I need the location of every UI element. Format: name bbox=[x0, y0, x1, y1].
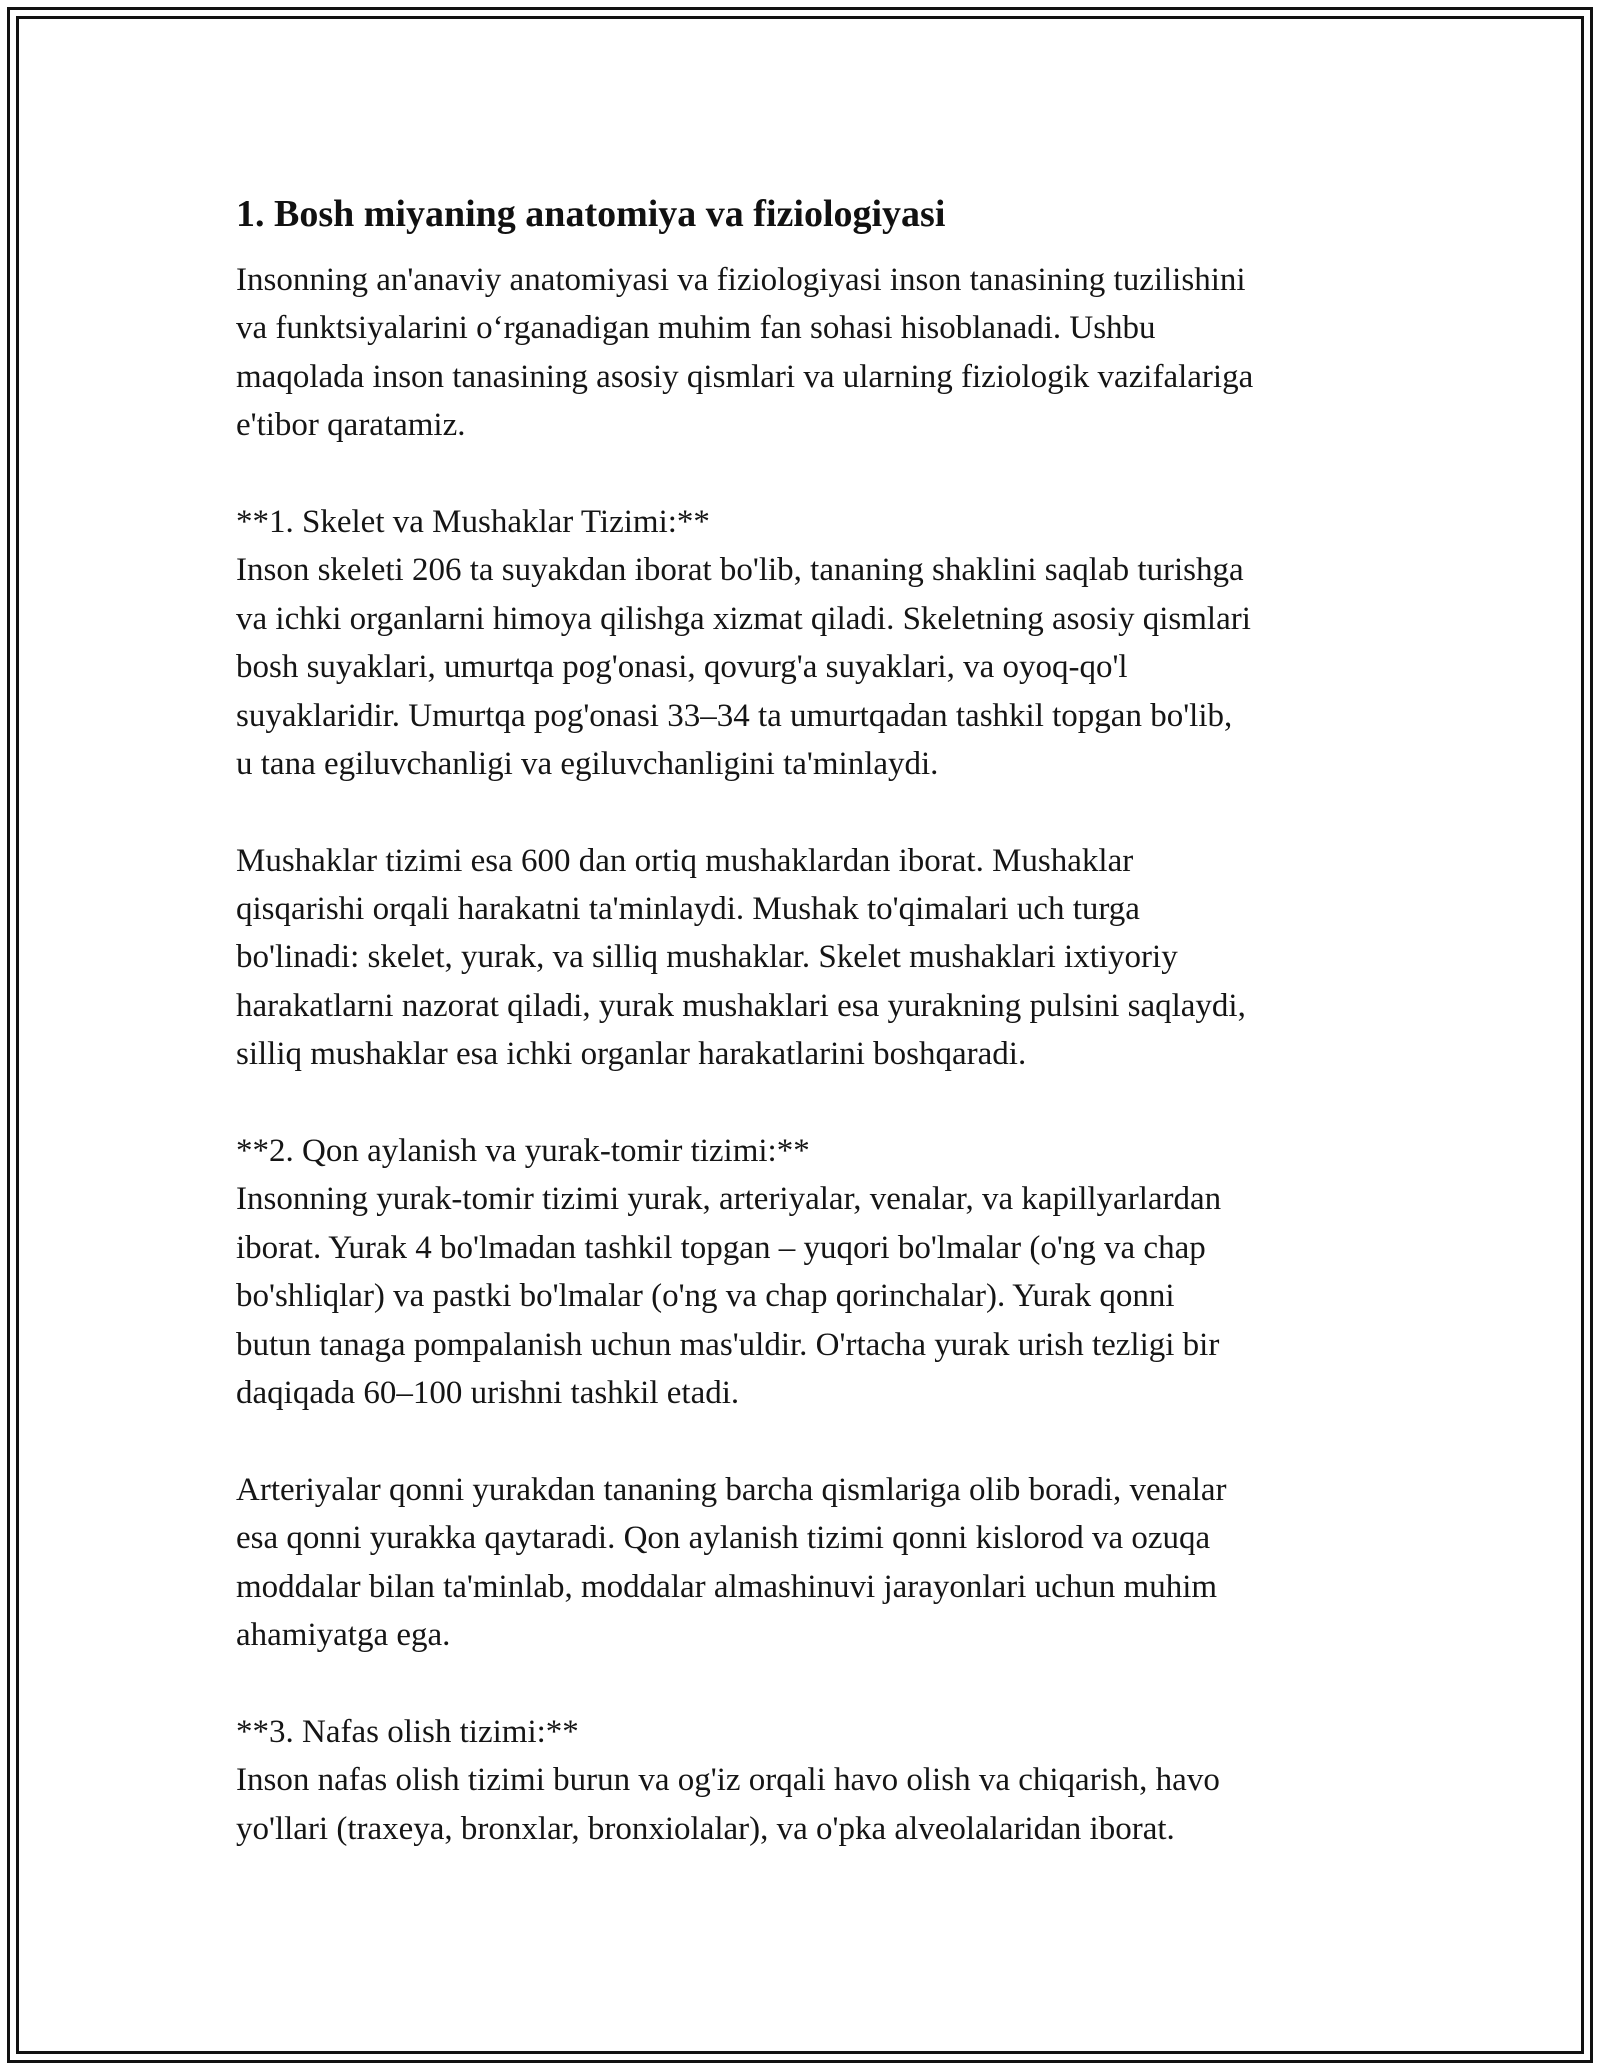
text-line: Inson skeleti 206 ta suyakdan iborat bo'lib, tananing shaklini saqlab turishga bbox=[236, 552, 1244, 589]
text-line: va ichki organlarni himoya qilishga xizmat qiladi. Skeletning asosiy qismlari bbox=[236, 600, 1251, 637]
text-line: iborat. Yurak 4 bo'lmadan tashkil topgan – yuqori bo'lmalar (o'ng va chap bbox=[236, 1229, 1206, 1266]
text-line: moddalar bilan ta'minlab, moddalar almashinuvi jarayonlari uchun muhim bbox=[236, 1568, 1218, 1605]
text-line: va funktsiyalarini o‘rganadigan muhim fan sohasi hisoblanadi. Ushbu bbox=[236, 310, 1156, 347]
text-line: ahamiyatga ega. bbox=[236, 1616, 451, 1653]
blank-line bbox=[236, 1417, 1376, 1465]
text-line: bo'shliqlar) va pastki bo'lmalar (o'ng va chap qorinchalar). Yurak qonni bbox=[236, 1278, 1175, 1315]
blank-line bbox=[236, 788, 1376, 836]
text-line: u tana egiluvchanligi va egiluvchanligini ta'minlaydi. bbox=[236, 745, 939, 782]
text-line: **3. Nafas olish tizimi:** bbox=[236, 1713, 579, 1750]
text-line: **1. Skelet va Mushaklar Tizimi:** bbox=[236, 503, 710, 540]
document-body bbox=[236, 186, 1376, 1853]
blank-line bbox=[236, 1079, 1376, 1127]
text-line: harakatlarni nazorat qiladi, yurak mushaklari esa yurakning pulsini saqlaydi, bbox=[236, 987, 1246, 1024]
text-line: Mushaklar tizimi esa 600 dan ortiq mushaklardan iborat. Mushaklar bbox=[236, 842, 1134, 879]
document-text bbox=[236, 256, 1376, 1853]
text-line: bo'linadi: skelet, yurak, va silliq mushaklar. Skelet mushaklari ixtiyoriy bbox=[236, 939, 1178, 976]
text-line: Insonning an'anaviy anatomiyasi va fiziologiyasi inson tanasining tuzilishini bbox=[236, 262, 1246, 298]
blank-line bbox=[236, 1659, 1376, 1707]
text-line: suyaklaridir. Umurtqa pog'onasi 33–34 ta umurtqadan tashkil topgan bo'lib, bbox=[236, 697, 1233, 734]
text-line: Inson nafas olish tizimi burun va og'iz orqali havo olish va chiqarish, havo bbox=[236, 1762, 1220, 1799]
document-title: 1. Bosh miyaning anatomiya va fiziologiyasi bbox=[236, 193, 946, 235]
text-line: **2. Qon aylanish va yurak-tomir tizimi:** bbox=[236, 1133, 810, 1170]
text-line: silliq mushaklar esa ichki organlar harakatlarini boshqaradi. bbox=[236, 1036, 1027, 1073]
text-line: Arteriyalar qonni yurakdan tananing barcha qismlariga olib boradi, venalar bbox=[236, 1471, 1227, 1508]
text-line: maqolada inson tanasining asosiy qismlari va ularning fiziologik vazifalariga bbox=[236, 358, 1254, 395]
text-line: yo'llari (traxeya, bronxlar, bronxiolalar), va o'pka alveolalaridan iborat. bbox=[236, 1810, 1175, 1847]
text-line: e'tibor qaratamiz. bbox=[236, 407, 466, 444]
blank-line bbox=[236, 450, 1376, 498]
text-line: esa qonni yurakka qaytaradi. Qon aylanish tizimi qonni kislorod va ozuqa bbox=[236, 1520, 1211, 1557]
text-line: bosh suyaklari, umurtqa pog'onasi, qovurg'a suyaklari, va oyoq-qo'l bbox=[236, 649, 1128, 686]
text-line: Insonning yurak-tomir tizimi yurak, arteriyalar, venalar, va kapillyarlardan bbox=[236, 1181, 1222, 1218]
text-line: daqiqada 60–100 urishni tashkil etadi. bbox=[236, 1374, 740, 1411]
text-line: butun tanaga pompalanish uchun mas'uldir. O'rtacha yurak urish tezligi bir bbox=[236, 1326, 1220, 1363]
text-line: qisqarishi orqali harakatni ta'minlaydi. Mushak to'qimalari uch turga bbox=[236, 891, 1140, 928]
